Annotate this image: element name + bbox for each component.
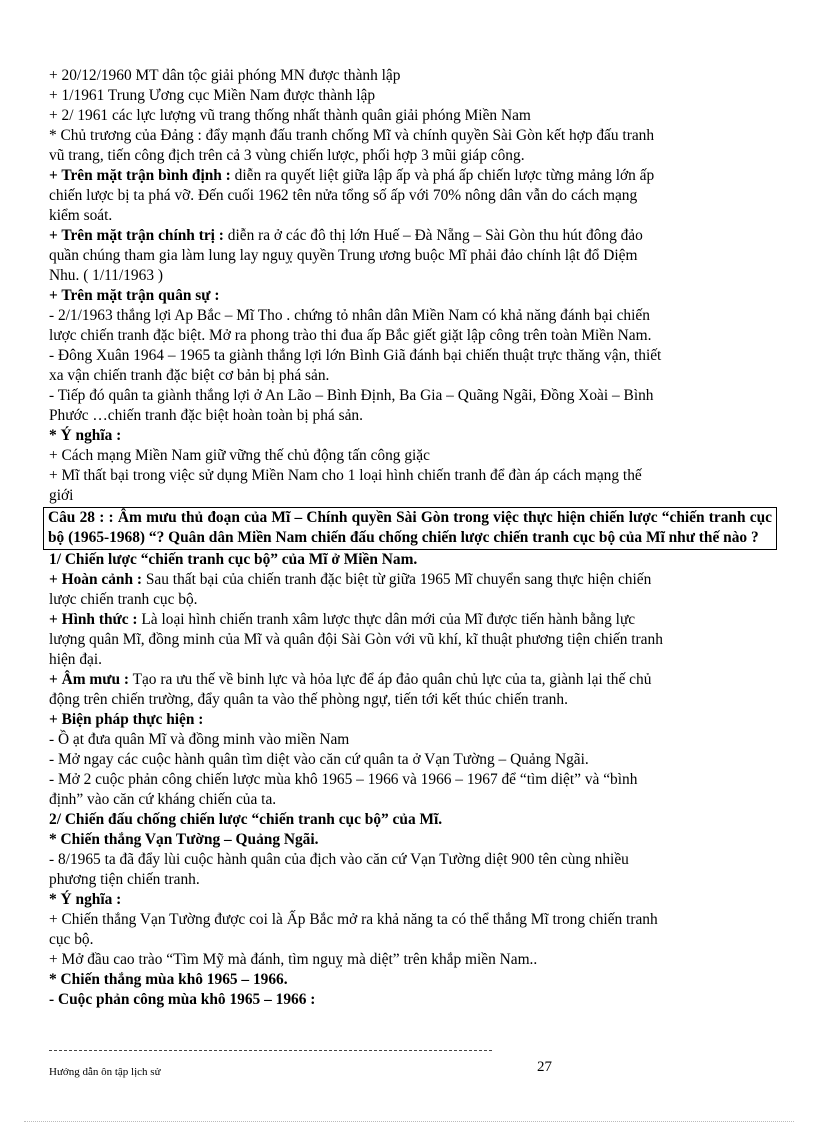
text-line: vũ trang, tiến công địch trên cả 3 vùng chiến lược, phối hợp 3 mũi giáp công. [49,147,525,164]
hinh-thuc-text: Là loại hình chiến tranh xâm lược thực dân mới của Mĩ được tiến hành bằng lực [137,611,636,628]
page-number: 27 [537,1059,552,1075]
y-nghia-heading-2: * Ý nghĩa : [49,891,122,908]
quan-su-heading: + Trên mặt trận quân sự : [49,287,220,304]
text-line: cục bộ. [49,931,94,948]
hoan-canh-text: Sau thất bại của chiến tranh đặc biệt từ giữa 1965 Mĩ chuyển sang thực hiện chiến [142,571,652,588]
binh-dinh-heading: + Trên mặt trận bình định : [49,167,231,184]
text-line: phương tiện chiến tranh. [49,871,200,888]
question-text: Câu 28 : : Âm mưu thủ đoạn của Mĩ – Chính quyền Sài Gòn trong việc thực hiện chiến lược “chiến tranh cục bộ (1965-1968) “? Quân dân Miền Nam chiến đấu chống chiến lược chiến tranh cục bộ của Mĩ như thế nào ? [48,509,772,546]
text-line: + 1/1961 Trung Ương cục Miền Nam được thành lập [49,87,376,104]
text-line: + 20/12/1960 MT dân tộc giải phóng MN được thành lập [49,67,401,84]
bien-phap-heading: + Biện pháp thực hiện : [49,711,204,728]
text-line: lượng quân Mĩ, đồng minh của Mĩ và quân đội Sài Gòn với vũ khí, kĩ thuật phương tiện chiến tranh [49,631,663,648]
footer-title: Hướng dẫn ôn tập lịch sử [49,1066,161,1078]
binh-dinh-text: diễn ra quyết liệt giữa lập ấp và phá ấp chiến lược từng mảng lớn ấp [230,167,655,184]
chinh-tri-heading: + Trên mặt trận chính trị : [49,227,224,244]
hinh-thuc-heading: + Hình thức : [49,611,138,628]
text-line: - Ồ ạt đưa quân Mĩ và đồng minh vào miền Nam [49,731,350,748]
text-line: Phước …chiến tranh đặc biệt hoàn toàn bị phá sản. [49,407,363,424]
chinh-tri-line [49,226,771,246]
text-line: + Chiến thắng Vạn Tường được coi là Ấp Bắc mở ra khả năng ta có thể thắng Mĩ trong chiến tranh [49,911,658,928]
text-line: lược chiến tranh cục bộ. [49,591,198,608]
text-line: lược chiến tranh đặc biệt. Mở ra phong trào thi đua ấp Bắc giết giặt lập công trên toàn Miền Nam. [49,327,652,344]
text-line: xa vận chiến tranh đặc biệt cơ bản bị phá sản. [49,367,330,384]
y-nghia-heading: * Ý nghĩa : [49,427,122,444]
am-muu-text: Tạo ra ưu thế về binh lực và hỏa lực để áp đảo quân chủ lực của ta, giành lại thế chủ [129,671,652,688]
footer-divider [49,1050,492,1051]
van-tuong-heading: * Chiến thắng Vạn Tường – Quảng Ngãi. [49,831,319,848]
am-muu-heading: + Âm mưu : [49,671,129,688]
hoan-canh-line [49,570,771,590]
text-line: Nhu. ( 1/11/1963 ) [49,267,163,284]
text-line: + Mở đầu cao trào “Tìm Mỹ mà đánh, tìm nguỵ mà diệt” trên khắp miền Nam.. [49,951,538,968]
chinh-tri-text: diễn ra ở các đô thị lớn Huế – Đà Nẵng – Sài Gòn thu hút đông đảo [223,227,643,244]
binh-dinh-line [49,166,771,186]
text-line: - 2/1/1963 thắng lợi Ap Bắc – Mĩ Tho . chứng tỏ nhân dân Miền Nam có khả năng đánh bại chiến [49,307,650,324]
section-2-heading: 2/ Chiến đấu chống chiến lược “chiến tranh cục bộ” của Mĩ. [49,811,443,828]
text-line: + Cách mạng Miền Nam giữ vững thế chủ động tấn công giặc [49,447,430,464]
section-1-heading: 1/ Chiến lược “chiến tranh cục bộ” của Mĩ ở Miền Nam. [49,551,418,568]
text-line: giới [49,487,74,504]
text-line: - Mở ngay các cuộc hành quân tìm diệt vào căn cứ quân ta ở Vạn Tường – Quảng Ngãi. [49,751,589,768]
hinh-thuc-line [49,610,771,630]
text-line: chiến lược bị ta phá vỡ. Đến cuối 1962 tên nửa tổng số ấp với 70% nông dân vẫn do cách mạng [49,187,638,204]
mua-kho-heading: * Chiến thắng mùa khô 1965 – 1966. [49,971,288,988]
text-line: - Mở 2 cuộc phản công chiến lược mùa khô 1965 – 1966 và 1966 – 1967 để “tìm diệt” và “bình [49,771,638,788]
hoan-canh-heading: + Hoàn cảnh : [49,571,143,588]
am-muu-line [49,670,771,690]
text-line: - Tiếp đó quân ta giành thắng lợi ở An Lão – Bình Định, Ba Gia – Quãng Ngãi, Đồng Xoài – Bình [49,387,654,404]
phan-cong-heading: - Cuộc phản công mùa khô 1965 – 1966 : [49,991,316,1008]
question-box [43,507,777,550]
page-bottom-divider [24,1121,794,1122]
text-line: định” vào căn cứ kháng chiến của ta. [49,791,277,808]
document-body [49,66,771,1010]
text-line: + 2/ 1961 các lực lượng vũ trang thống nhất thành quân giải phóng Miền Nam [49,107,531,124]
text-line: - Đông Xuân 1964 – 1965 ta giành thắng lợi lớn Bình Giã đánh bại chiến thuật trực thăng vận, thiết [49,347,662,364]
text-line: quần chúng tham gia làm lung lay nguỵ quyền Trung ương buộc Mĩ phải đảo chính lật đổ Diệm [49,247,638,264]
text-line: + Mĩ thất bại trong việc sử dụng Miền Nam cho 1 loại hình chiến tranh để đàn áp cách mạng thế [49,467,642,484]
text-line: hiện đại. [49,651,102,668]
text-line: * Chủ trương của Đảng : đẩy mạnh đấu tranh chống Mĩ và chính quyền Sài Gòn kết hợp đấu tranh [49,127,655,144]
text-line: động trên chiến trường, đẩy quân ta vào thế phòng ngự, tiến tới kết thúc chiến tranh. [49,691,568,708]
text-line: - 8/1965 ta đã đẩy lùi cuộc hành quân của địch vào căn cứ Vạn Tường diệt 900 tên cùng nhiều [49,851,629,868]
text-line: kiểm soát. [49,207,113,224]
